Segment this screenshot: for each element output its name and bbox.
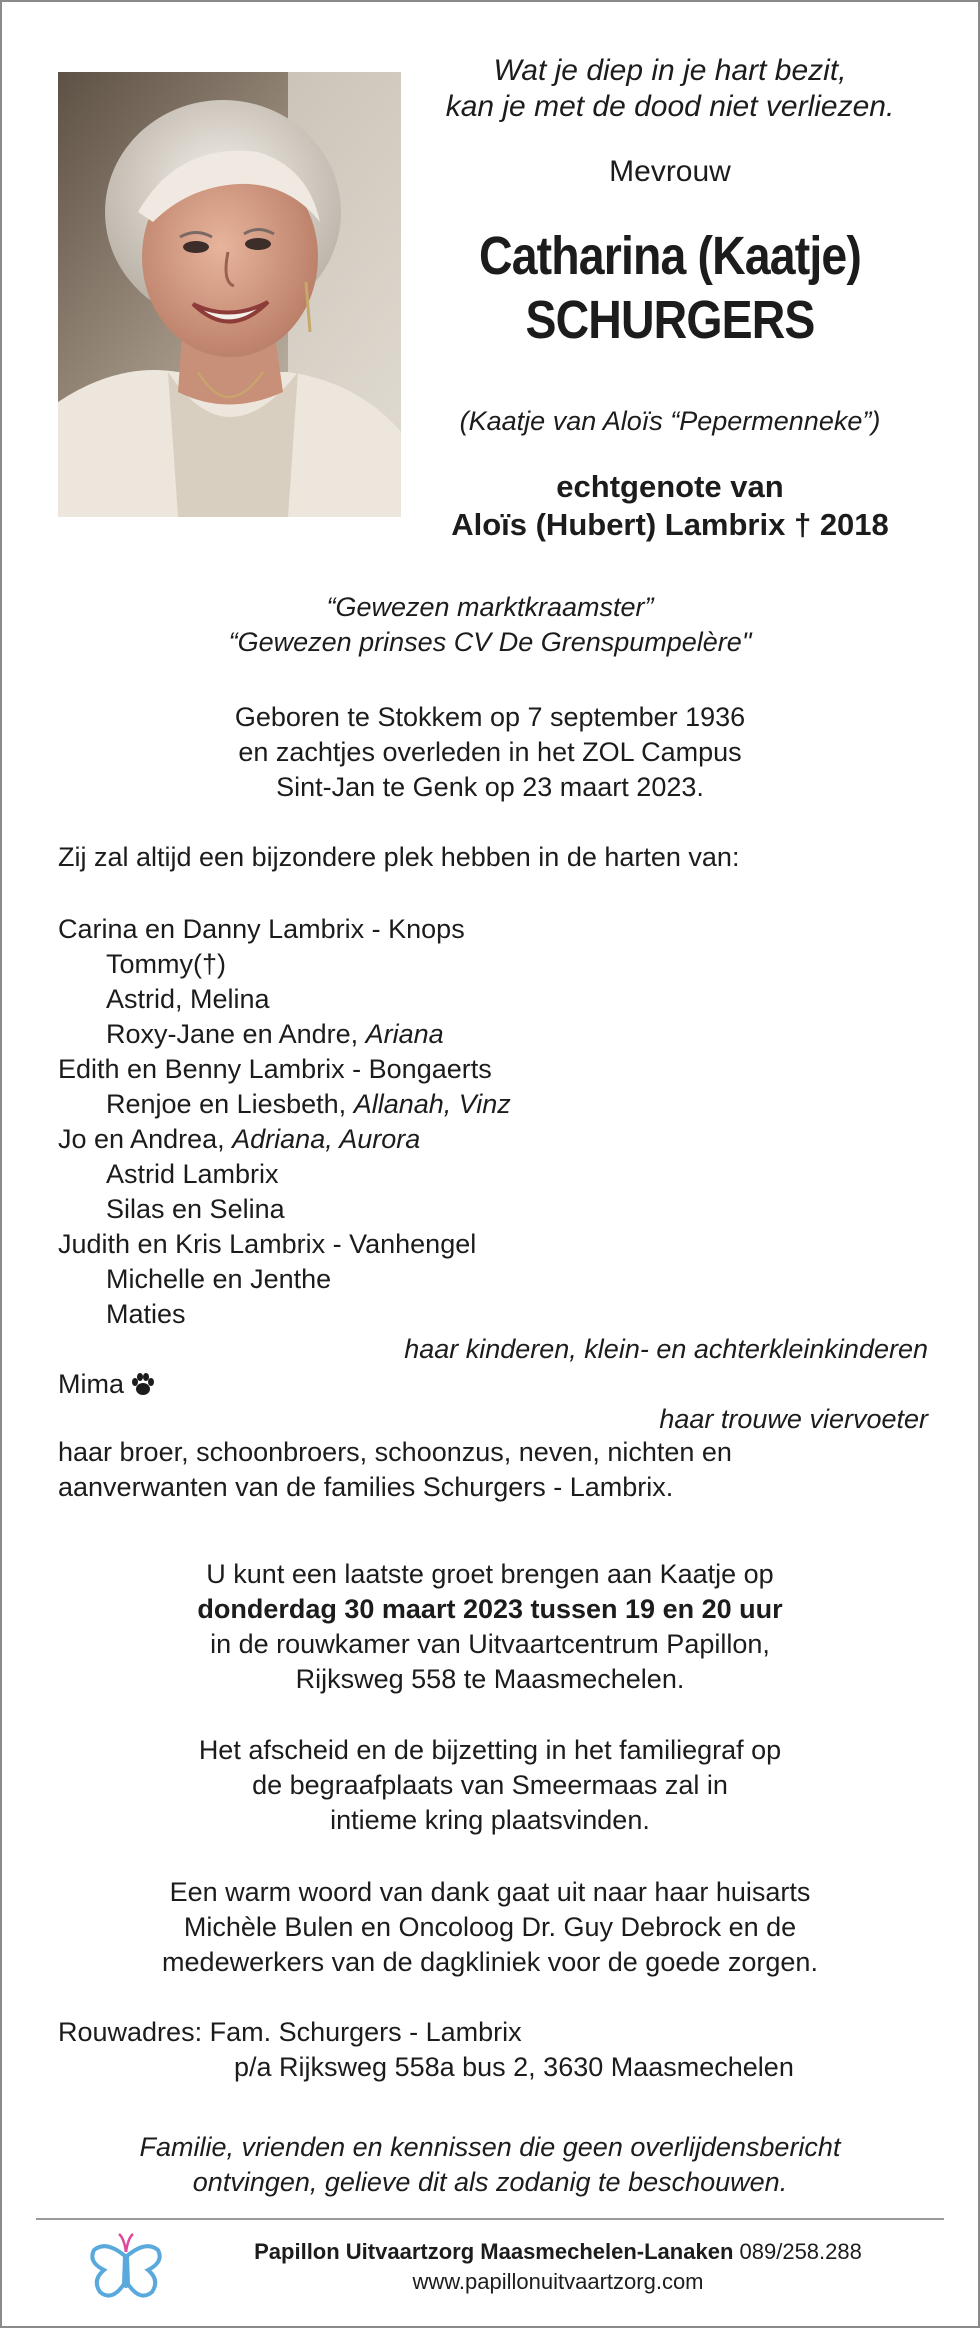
family-row: Tommy(†) — [106, 949, 226, 979]
family-row: Judith en Kris Lambrix - Vanhengel — [58, 1229, 477, 1259]
address-line-1: Rouwadres: Fam. Schurgers - Lambrix — [58, 2017, 522, 2047]
company-phone: 089/258.288 — [739, 2239, 862, 2264]
family-row: Astrid Lambrix — [106, 1159, 279, 1189]
family-intro: Zij zal altijd een bijzondere plek hebben in de harten van: — [58, 842, 740, 872]
portrait-photo — [58, 72, 401, 517]
family-names-italic: Adriana, Aurora — [232, 1124, 421, 1154]
family-row — [58, 1087, 928, 1122]
closing-line-1: Familie, vrienden en kennissen die geen overlijdensbericht — [139, 2132, 841, 2162]
role-line-2: “Gewezen prinses CV De Grenspumpelère" — [228, 627, 752, 657]
visit-line-4: Rijksweg 558 te Maasmechelen. — [295, 1664, 685, 1694]
honorific: Mevrouw — [609, 155, 731, 188]
born-line-1: Geboren te Stokkem op 7 september 1936 — [234, 702, 746, 732]
quote-line-1: Wat je diep in je hart bezit, — [493, 54, 847, 87]
born-line-3: Sint-Jan te Genk op 23 maart 2023. — [276, 772, 704, 802]
children-caption: haar kinderen, klein- en achterkleinkinderen — [404, 1334, 928, 1364]
farewell-line-2: de begraafplaats van Smeermaas zal in — [252, 1770, 728, 1800]
family-row: Carina en Danny Lambrix - Knops — [58, 914, 465, 944]
role-line-1: “Gewezen marktkraamster” — [326, 592, 654, 622]
farewell-line-1: Het afscheid en de bijzetting in het familiegraf op — [198, 1735, 782, 1765]
address-line-2: p/a Rijksweg 558a bus 2, 3630 Maasmechelen — [234, 2052, 794, 2082]
thanks-line-3: medewerkers van de dagkliniek voor de goede zorgen. — [162, 1947, 818, 1977]
family-names: Jo en Andrea, — [58, 1124, 233, 1154]
company-website[interactable]: www.papillonuitvaartzorg.com — [412, 2269, 704, 2294]
opening-quote — [420, 53, 920, 125]
pet-caption: haar trouwe viervoeter — [659, 1404, 928, 1434]
deceased-name — [446, 224, 893, 352]
footer-divider — [36, 2218, 944, 2220]
family-row: Michelle en Jenthe — [106, 1264, 332, 1294]
spouse-line-1: echtgenote van — [556, 469, 784, 504]
mourning-address — [58, 2015, 938, 2085]
pet-name: Mima — [58, 1369, 124, 1399]
relatives-line-2: aanverwanten van de families Schurgers - Lambrix. — [58, 1472, 674, 1502]
family-list — [58, 912, 928, 1437]
birth-death-info — [40, 700, 940, 805]
funeral-home-name — [178, 2238, 938, 2266]
pet-row — [58, 1367, 928, 1402]
farewell-info — [40, 1733, 940, 1838]
family-row: Silas en Selina — [106, 1194, 285, 1224]
farewell-line-3: intieme kring plaatsvinden. — [330, 1805, 650, 1835]
spouse-line-2: Aloïs (Hubert) Lambrix † 2018 — [451, 507, 889, 542]
family-row: Edith en Benny Lambrix - Bongaerts — [58, 1054, 492, 1084]
closing-note — [40, 2130, 940, 2200]
thanks-note — [40, 1875, 940, 1980]
quote-line-2: kan je met de dood niet verliezen. — [445, 90, 895, 123]
closing-line-2: ontvingen, gelieve dit als zodanig te beschouwen. — [192, 2167, 788, 2197]
former-roles — [40, 590, 940, 660]
other-relatives — [58, 1435, 938, 1505]
spouse-info — [400, 468, 940, 544]
butterfly-logo-icon — [86, 2230, 166, 2310]
family-row: Maties — [106, 1299, 186, 1329]
company-name: Papillon Uitvaartzorg Maasmechelen-Lanaken — [254, 2239, 734, 2264]
visit-date: donderdag 30 maart 2023 tussen 19 en 20 uur — [197, 1594, 783, 1624]
visit-line-1: U kunt een laatste groet brengen aan Kaatje op — [206, 1559, 774, 1589]
paw-icon — [130, 1371, 156, 1406]
visitation-info — [40, 1557, 940, 1697]
family-row — [58, 1017, 928, 1052]
family-names-italic: Allanah, Vinz — [353, 1089, 511, 1119]
family-names: Renjoe en Liesbeth, — [106, 1089, 354, 1119]
visit-line-3: in de rouwkamer van Uitvaartcentrum Papillon, — [210, 1629, 770, 1659]
nickname: (Kaatje van Aloïs “Pepermenneke”) — [459, 406, 881, 436]
thanks-line-1: Een warm woord van dank gaat uit naar haar huisarts — [169, 1877, 811, 1907]
name-line-1: Catharina (Kaatje) — [479, 226, 861, 286]
name-line-2: SCHURGERS — [525, 290, 815, 350]
family-row — [58, 1122, 928, 1157]
family-names: Roxy-Jane en Andre, — [106, 1019, 366, 1049]
family-names-italic: Ariana — [365, 1019, 444, 1049]
thanks-line-2: Michèle Bulen en Oncoloog Dr. Guy Debrock en de — [183, 1912, 797, 1942]
born-line-2: en zachtjes overleden in het ZOL Campus — [238, 737, 742, 767]
family-row: Astrid, Melina — [106, 984, 270, 1014]
relatives-line-1: haar broer, schoonbroers, schoonzus, neven, nichten en — [58, 1437, 732, 1467]
